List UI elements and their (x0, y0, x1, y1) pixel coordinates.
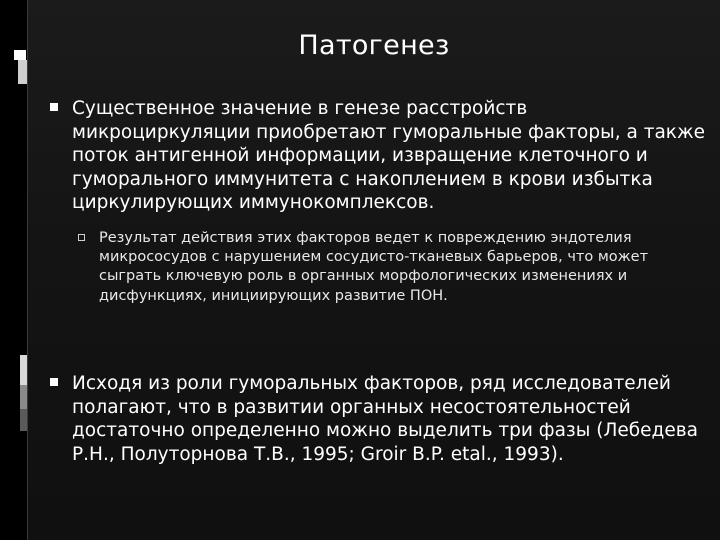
bullet-text: Исходя из роли гуморальных факторов, ряд исследователей полагают, что в развитии органных несостоятельностей достаточно определенно можно выделить три фазы (Лебедева Р.Н., Полуторнова Т.В., 1995; Groir B.P. etal., 1993). (72, 373, 698, 465)
square-bullet-icon (50, 103, 58, 111)
decor-block (14, 50, 26, 60)
decor-block (20, 355, 27, 385)
divider-line (27, 0, 28, 540)
bullet-item (50, 372, 710, 466)
square-bullet-icon (50, 378, 58, 386)
slide-title: Патогенез (298, 30, 450, 61)
decor-block (20, 385, 27, 409)
decor-block (20, 409, 27, 431)
bullet-text: Существенное значение в генезе расстройств микроциркуляции приобретают гуморальные факторы, а также поток антигенной информации, извращение клеточного и гуморального иммунитета с накоплением в крови избытка циркулирующих иммунокомплексов. (72, 98, 706, 213)
left-decor-strip (0, 0, 28, 540)
sub-bullet-text: Результат действия этих факторов ведет к повреждению эндотелия микрососудов с нарушением сосудисто-тканевых барьеров, что может сыграть ключевую роль в органных морфологических изменениях и дисфункциях, инициирующих развитие ПОН. (99, 230, 649, 304)
hollow-square-bullet-icon (78, 234, 85, 241)
bullet-item (50, 97, 710, 215)
sub-bullet-item (78, 229, 698, 306)
